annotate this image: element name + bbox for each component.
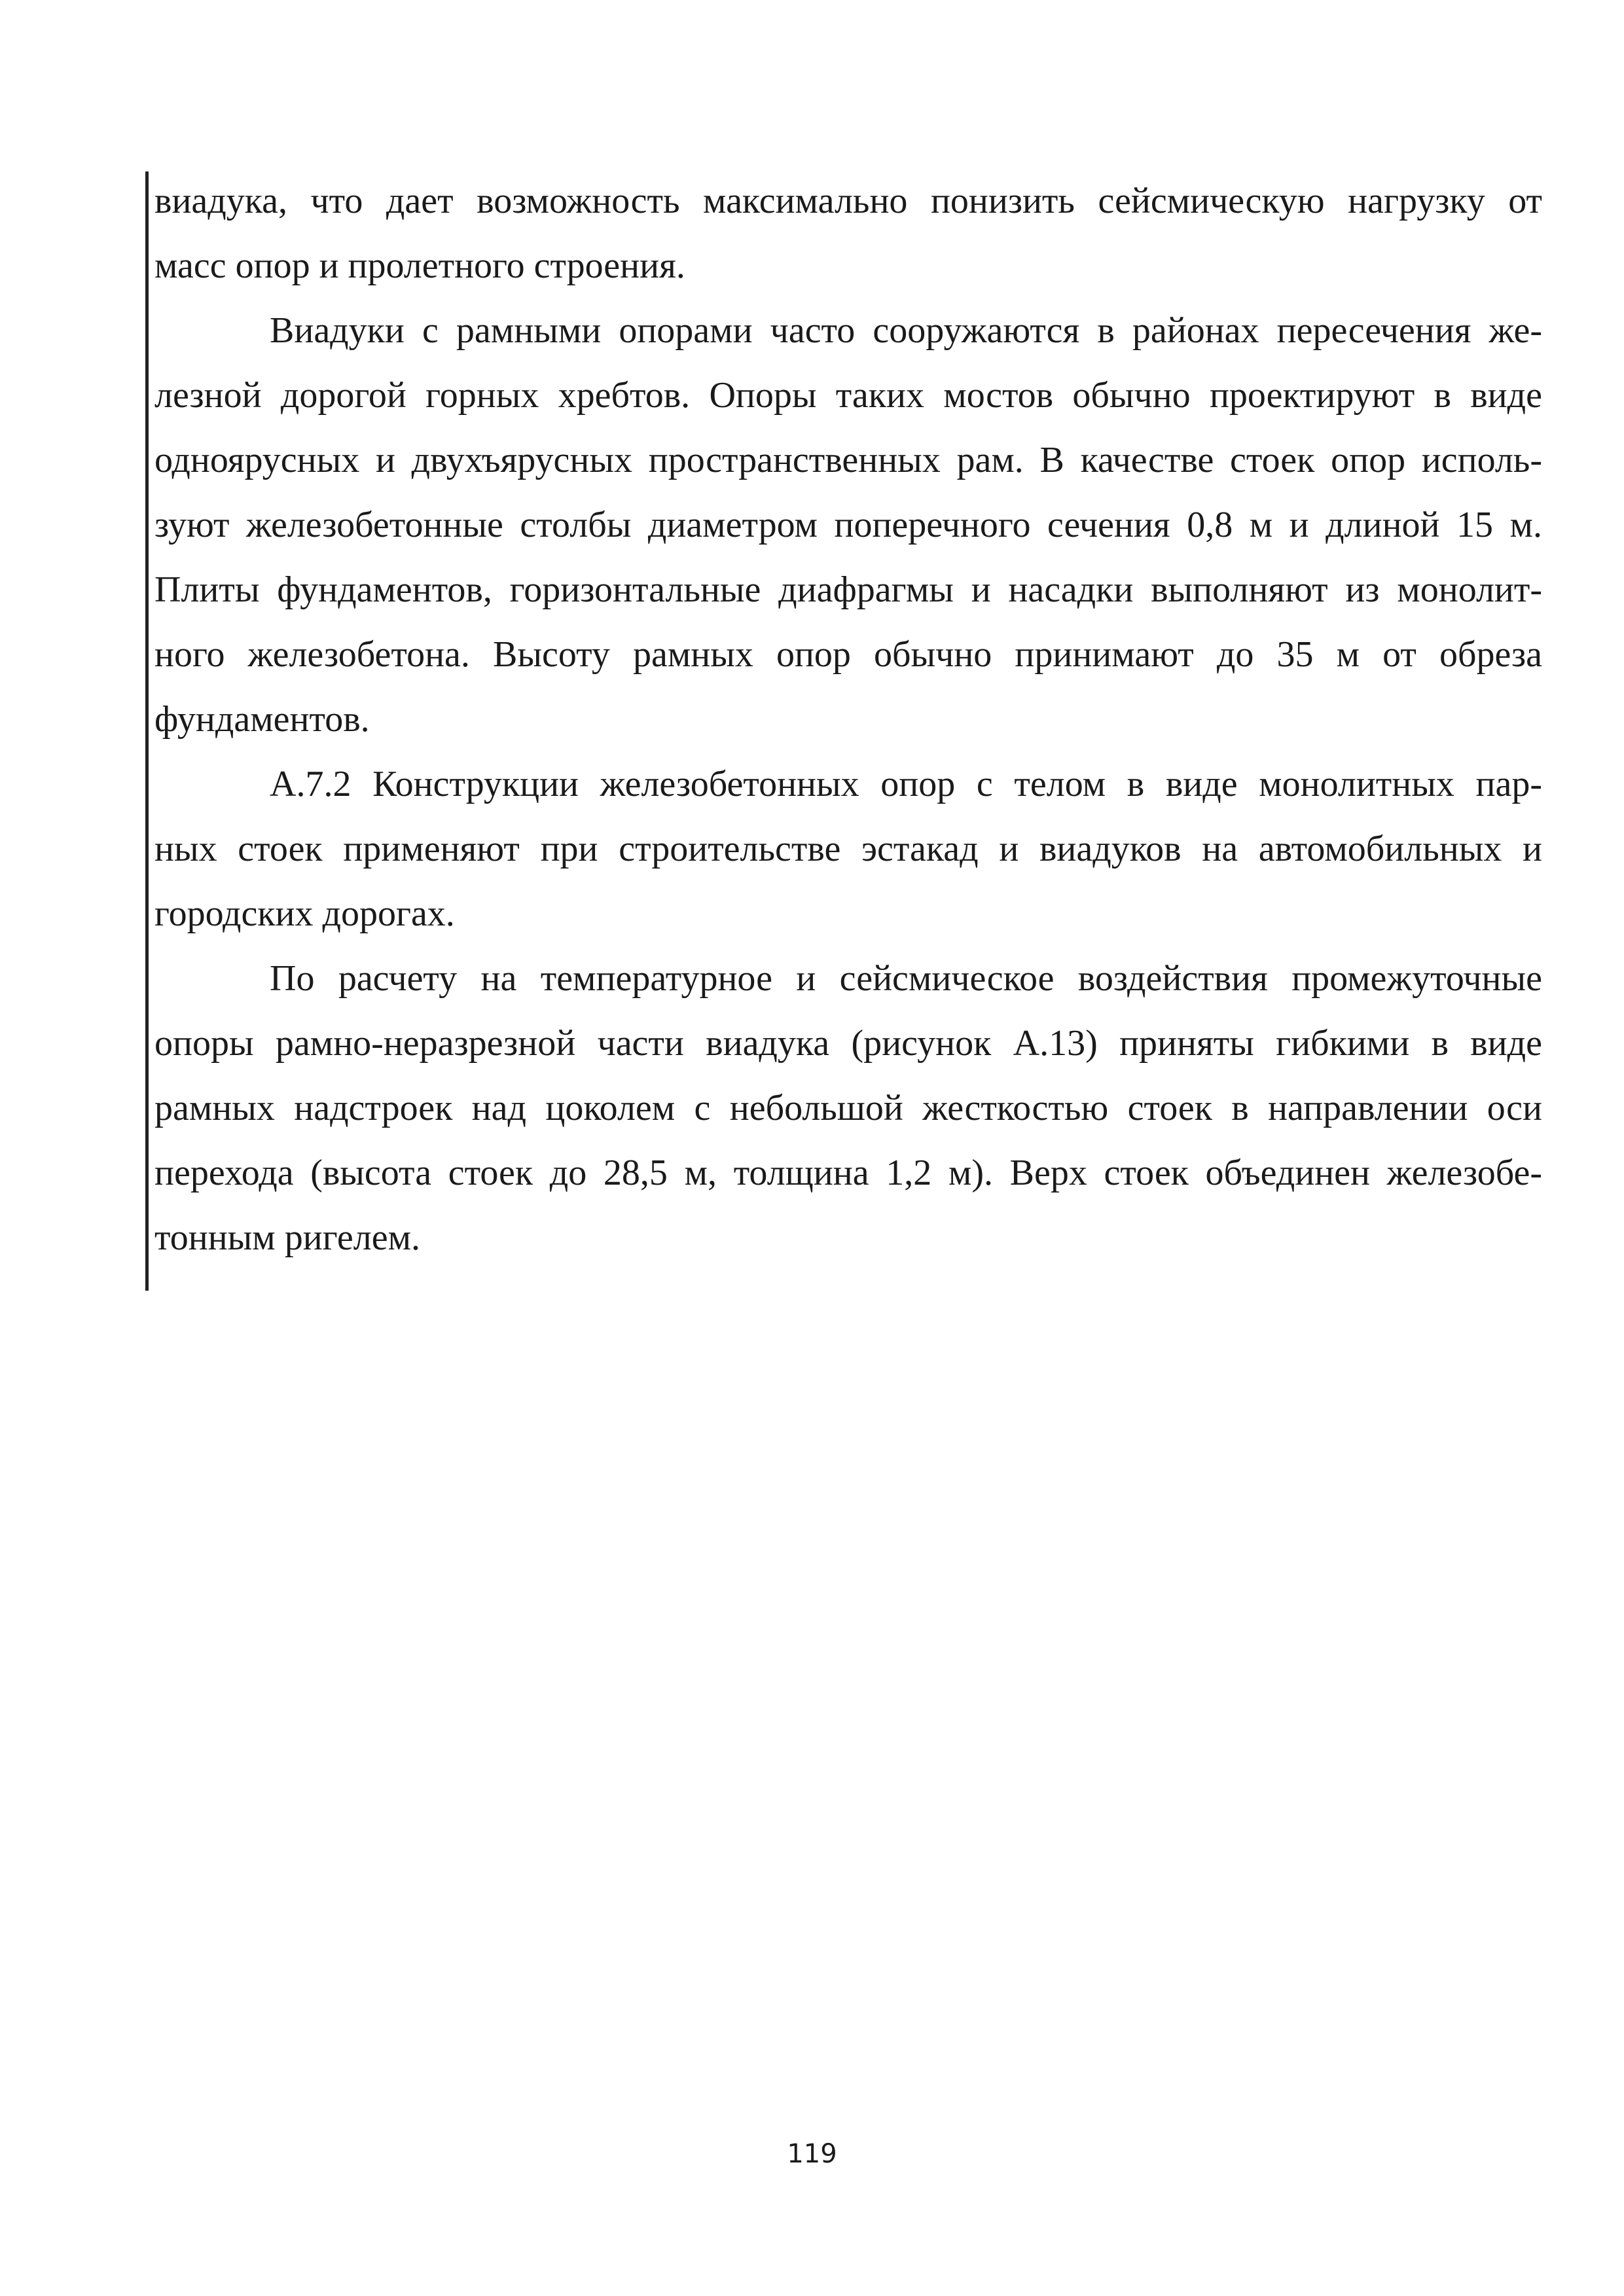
text-line: зуют железобетонные столбы диаметром поперечного сечения 0,8 м и длиной 15 м.	[154, 505, 1542, 545]
page-number: 119	[787, 2139, 837, 2169]
text-line: опоры рамно-неразрезной части виадука (рисунок А.13) приняты гибкими в виде	[154, 1023, 1542, 1064]
text-line: виадука, что дает возможность максимально понизить сейсмическую нагрузку от	[154, 181, 1542, 221]
text-line: Виадуки с рамными опорами часто сооружаются в районах пересечения же-	[270, 310, 1542, 351]
text-line: лезной дорогой горных хребтов. Опоры таких мостов обычно проектируют в виде	[154, 375, 1542, 416]
paragraph-4	[154, 946, 1542, 1270]
text-line: фундаментов.	[154, 699, 370, 740]
text-line: Плиты фундаментов, горизонтальные диафрагмы и насадки выполняют из монолит-	[154, 569, 1542, 610]
text-line: тонным ригелем.	[154, 1217, 421, 1258]
paragraph-2	[154, 298, 1542, 752]
text-line: ного железобетона. Высоту рамных опор обычно принимают до 35 м от обреза	[154, 634, 1542, 675]
document-body	[154, 169, 1542, 1270]
paragraph-3	[154, 752, 1542, 946]
text-line: ных стоек применяют при строительстве эстакад и виадуков на автомобильных и	[154, 829, 1542, 869]
text-line: рамных надстроек над цоколем с небольшой жесткостью стоек в направлении оси	[154, 1088, 1542, 1128]
text-line: По расчету на температурное и сейсмическое воздействия промежуточные	[270, 958, 1542, 999]
text-line: одноярусных и двухъярусных пространственных рам. В качестве стоек опор исполь-	[154, 440, 1542, 480]
text-line: перехода (высота стоек до 28,5 м, толщина 1,2 м). Верх стоек объединен железобе-	[154, 1153, 1542, 1193]
text-line: А.7.2 Конструкции железобетонных опор с телом в виде монолитных пар-	[270, 764, 1542, 804]
text-line: масс опор и пролетного строения.	[154, 245, 685, 286]
revision-bar	[145, 171, 149, 1291]
paragraph-1	[154, 169, 1542, 298]
text-line: городских дорогах.	[154, 893, 455, 934]
